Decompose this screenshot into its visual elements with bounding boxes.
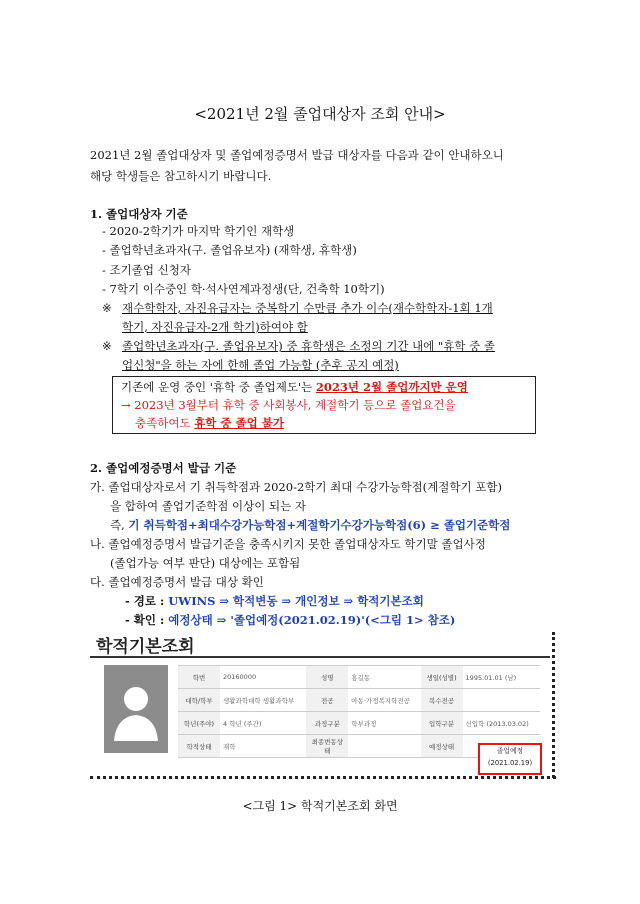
notice-line-2: → 2023년 3월부터 휴학 중 사회봉사, 계절학기 등으로 졸업요건을 bbox=[121, 398, 456, 412]
check-value: 예정상태 ⇒ '졸업예정(2021.02.19)'(<그림 1> 참조) bbox=[168, 613, 456, 627]
route-label: - 경로 : bbox=[125, 594, 169, 608]
field-value: 20160000 bbox=[220, 666, 306, 689]
status-line-2: (2021.02.19) bbox=[487, 759, 533, 767]
da-line-1-text: 다. 졸업예정증명서 발급 대상 확인 bbox=[90, 575, 264, 589]
ga-line-3-prefix: 즉, bbox=[110, 518, 129, 532]
field-value bbox=[348, 735, 420, 758]
section2-heading: 2. 졸업예정증명서 발급 기준 bbox=[90, 461, 237, 475]
ga-line-2: 을 합하여 졸업기준학점 이상이 되는 자 bbox=[110, 499, 307, 513]
notice-line-3-text: 충족하여도 bbox=[135, 416, 195, 430]
route-line bbox=[125, 593, 424, 609]
field-label: 생일(성별) bbox=[421, 666, 463, 689]
field-value: 1995.01.01 (남) bbox=[463, 666, 540, 689]
check-line bbox=[125, 612, 455, 628]
field-value: 재학 bbox=[220, 735, 306, 758]
field-label: 전공 bbox=[306, 689, 348, 712]
page-title: <2021년 2월 졸업대상자 조회 안내> bbox=[194, 105, 446, 123]
notice-highlight-2: 휴학 중 졸업 불가 bbox=[194, 416, 284, 430]
figure-torn-edge-right bbox=[552, 632, 555, 778]
na-line-2: (졸업가능 여부 판단) 대상에는 포함됨 bbox=[110, 556, 301, 570]
note2-line-1: 졸업학년초과자(구. 졸업유보자) 중 휴학생은 소정의 기간 내에 "휴학 중 졸 bbox=[122, 339, 495, 353]
note-mark: ※ bbox=[102, 301, 112, 315]
figure-divider bbox=[90, 656, 550, 658]
criteria-item: - 2020-2학기가 마지막 학기인 재학생 bbox=[102, 224, 295, 238]
note1-line-1: 재수학학자, 자진유급자는 중복학기 수만큼 추가 이수(재수학학자-1회 1개 bbox=[122, 301, 493, 315]
notice-line-1 bbox=[121, 379, 468, 395]
intro-line-1: 2021년 2월 졸업대상자 및 졸업예정증명서 발급 대상자를 다음과 같이 안내하오니 bbox=[90, 148, 504, 162]
section1-heading: 1. 졸업대상자 기준 bbox=[90, 207, 188, 221]
field-label: 학적상태 bbox=[178, 735, 220, 758]
criteria-item: - 졸업학년초과자(구. 졸업유보자) (재학생, 휴학생) bbox=[102, 243, 357, 257]
notice-highlight-1: 2023년 2월 졸업까지만 운영 bbox=[315, 380, 468, 394]
ga-line-3 bbox=[110, 517, 510, 533]
student-record-figure bbox=[90, 630, 560, 782]
notice-line-3 bbox=[135, 415, 284, 431]
table-row bbox=[178, 666, 540, 689]
credit-formula: 기 취득학점+최대수강가능학점+계절학기수강가능학점(6) ≥ 졸업기준학점 bbox=[128, 518, 511, 532]
field-label: 대학/학부 bbox=[178, 689, 220, 712]
field-label: 학번 bbox=[178, 666, 220, 689]
field-value: 신입학 (2013.03.02) bbox=[463, 712, 540, 735]
da-line-1 bbox=[90, 574, 264, 590]
status-line-1: 졸업예정 bbox=[496, 747, 524, 755]
route-value: UWINS ⇒ 학적변동 ⇒ 개인정보 ⇒ 학적기본조회 bbox=[168, 594, 424, 608]
field-label: 복수전공 bbox=[421, 689, 463, 712]
figure-title: 학적기본조회 bbox=[96, 637, 195, 657]
table-row bbox=[178, 689, 540, 712]
field-value: 4 학년 (주간) bbox=[220, 712, 306, 735]
figure-torn-edge-bottom bbox=[90, 776, 556, 779]
table-row bbox=[178, 712, 540, 735]
notice-box bbox=[112, 376, 536, 434]
person-silhouette-icon bbox=[104, 665, 168, 753]
field-value: 아동·가정복지학전공 bbox=[348, 689, 420, 712]
ga-line-1: 가. 졸업대상자로서 기 취득학점과 2020-2학기 최대 수강가능학점(계절학기 포함) bbox=[90, 480, 502, 494]
field-label: 과정구분 bbox=[306, 712, 348, 735]
field-label: 학년(주야) bbox=[178, 712, 220, 735]
criteria-item: - 7학기 이수중인 학·석사연계과정생(단, 건축학 10학기) bbox=[102, 282, 385, 296]
check-label: - 확인 : bbox=[125, 613, 169, 627]
avatar bbox=[104, 665, 168, 753]
field-label: 최종변동상태 bbox=[306, 735, 348, 758]
field-label: 성명 bbox=[306, 666, 348, 689]
notice-line-1-text: 기존에 운영 중인 '휴학 중 졸업제도'는 bbox=[121, 380, 316, 394]
expected-status-highlight bbox=[478, 743, 542, 775]
field-value: 생활과학대학 생활과학부 bbox=[220, 689, 306, 712]
note-mark: ※ bbox=[102, 339, 112, 353]
criteria-item: - 조기졸업 신청자 bbox=[102, 263, 191, 277]
note1-line-2: 학기, 자진유급자-2개 학기)하여야 함 bbox=[122, 320, 308, 334]
field-value bbox=[463, 689, 540, 712]
figure-caption: <그림 1> 학적기본조회 화면 bbox=[242, 799, 398, 813]
field-label: 예정상태 bbox=[421, 735, 463, 758]
field-value: 학부과정 bbox=[348, 712, 420, 735]
field-label: 입학구분 bbox=[421, 712, 463, 735]
intro-line-2: 해당 학생들은 참고하시기 바랍니다. bbox=[90, 169, 272, 183]
field-value: 홍길동 bbox=[348, 666, 420, 689]
note2-line-2: 업신청"을 하는 자에 한해 졸업 가능함 (추후 공지 예정) bbox=[122, 358, 399, 372]
na-line-1: 나. 졸업예정증명서 발급기준을 충족시키지 못한 졸업대상자도 학기말 졸업사정 bbox=[90, 537, 486, 551]
